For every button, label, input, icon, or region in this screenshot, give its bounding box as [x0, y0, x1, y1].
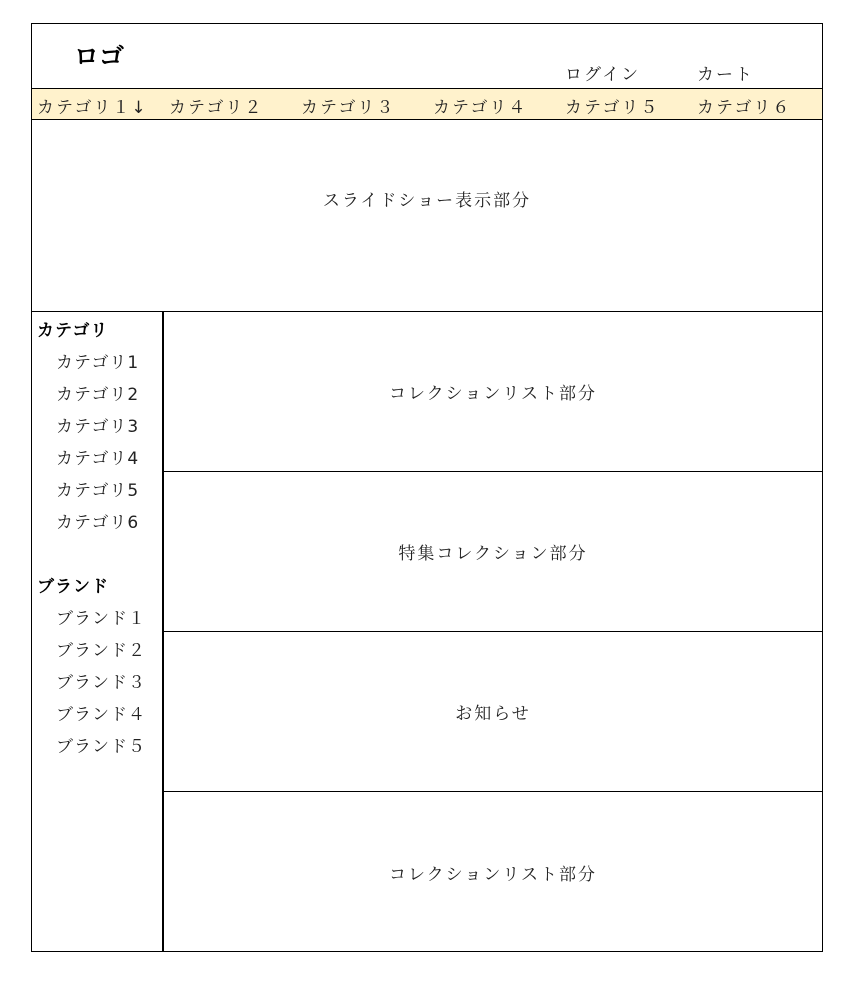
sidebar-item-brand-2[interactable]: ブランド２: [56, 641, 146, 661]
slideshow-area[interactable]: [32, 120, 822, 312]
section-label: お知らせ: [455, 704, 531, 724]
sidebar-item-category-1[interactable]: カテゴリ1: [56, 353, 140, 373]
collection-list-section-bottom[interactable]: [164, 792, 822, 952]
header: [32, 24, 822, 88]
page-wireframe: [31, 23, 823, 952]
category-nav: [32, 88, 822, 120]
main-content: [164, 312, 822, 952]
cart-link[interactable]: カート: [697, 65, 754, 85]
category-heading: カテゴリ: [37, 321, 109, 341]
sidebar-item-brand-5[interactable]: ブランド５: [56, 737, 146, 757]
nav-item-category-4[interactable]: カテゴリ４: [433, 98, 528, 118]
nav-item-category-1[interactable]: カテゴリ１↓: [37, 98, 148, 118]
sidebar-item-brand-4[interactable]: ブランド４: [56, 705, 146, 725]
section-label: コレクションリスト部分: [389, 384, 597, 404]
sidebar-item-category-2[interactable]: カテゴリ2: [56, 385, 140, 405]
sidebar-item-brand-1[interactable]: ブランド１: [56, 609, 146, 629]
featured-collection-section[interactable]: [164, 472, 822, 632]
section-label: 特集コレクション部分: [398, 544, 588, 564]
brand-heading: ブランド: [37, 577, 109, 597]
collection-list-section[interactable]: [164, 312, 822, 472]
sidebar-item-category-4[interactable]: カテゴリ4: [56, 449, 140, 469]
logo[interactable]: ロゴ: [74, 42, 125, 71]
nav-item-category-5[interactable]: カテゴリ５: [565, 98, 660, 118]
sidebar-item-category-5[interactable]: カテゴリ5: [56, 481, 140, 501]
sidebar-item-category-3[interactable]: カテゴリ3: [56, 417, 140, 437]
news-section[interactable]: [164, 632, 822, 792]
section-label: コレクションリスト部分: [389, 864, 597, 885]
slideshow-label: スライドショー表示部分: [322, 190, 532, 211]
login-link[interactable]: ログイン: [565, 65, 641, 85]
sidebar: [32, 312, 164, 952]
nav-item-category-3[interactable]: カテゴリ３: [301, 98, 396, 118]
nav-item-category-2[interactable]: カテゴリ２: [169, 98, 264, 118]
sidebar-item-category-6[interactable]: カテゴリ6: [56, 513, 140, 533]
nav-item-category-6[interactable]: カテゴリ６: [697, 98, 792, 118]
sidebar-item-brand-3[interactable]: ブランド３: [56, 673, 146, 693]
